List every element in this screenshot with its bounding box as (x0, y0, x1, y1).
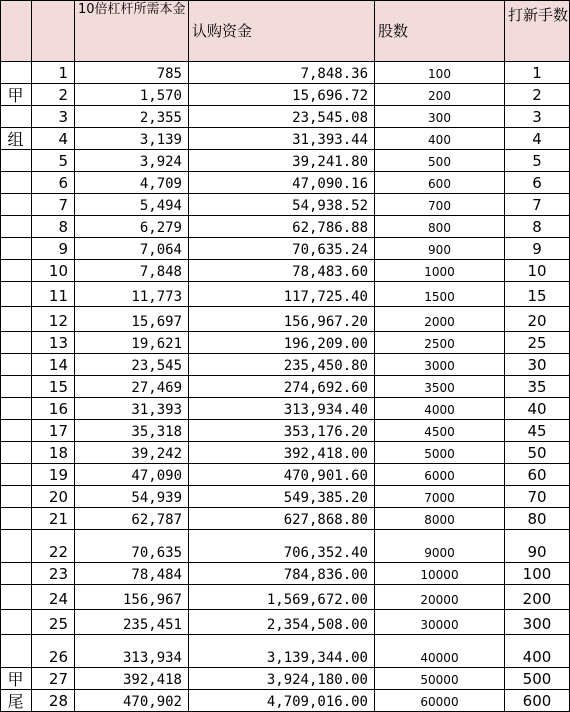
group-cell (0, 216, 32, 238)
row-index: 21 (32, 508, 75, 530)
principal-cell: 1,570 (75, 84, 189, 106)
row-index: 26 (32, 635, 75, 668)
header-lots: 打新手数 (505, 0, 570, 62)
row-index: 18 (32, 442, 75, 464)
lots-cell: 25 (505, 332, 570, 354)
principal-cell: 15,697 (75, 307, 189, 332)
row-index: 15 (32, 376, 75, 398)
shares-cell: 500 (375, 150, 505, 172)
principal-cell: 70,635 (75, 530, 189, 563)
row-index: 16 (32, 398, 75, 420)
principal-cell: 4,709 (75, 172, 189, 194)
principal-cell: 470,902 (75, 690, 189, 712)
lots-cell: 300 (505, 610, 570, 635)
shares-cell: 9000 (375, 530, 505, 563)
shares-cell: 800 (375, 216, 505, 238)
lots-cell: 35 (505, 376, 570, 398)
header-shares: 股数 (375, 0, 505, 62)
lots-cell: 9 (505, 238, 570, 260)
principal-cell: 47,090 (75, 464, 189, 486)
subscription-cell: 706,352.40 (189, 530, 375, 563)
group-label: 甲 (0, 84, 32, 106)
shares-cell: 20000 (375, 585, 505, 610)
lots-cell: 3 (505, 106, 570, 128)
shares-cell: 8000 (375, 508, 505, 530)
subscription-cell: 15,696.72 (189, 84, 375, 106)
subscription-cell: 3,924,180.00 (189, 668, 375, 690)
principal-cell: 27,469 (75, 376, 189, 398)
group-cell (0, 238, 32, 260)
lots-cell: 2 (505, 84, 570, 106)
shares-cell: 5000 (375, 442, 505, 464)
lots-cell: 70 (505, 486, 570, 508)
subscription-cell: 7,848.36 (189, 62, 375, 84)
shares-cell: 1500 (375, 282, 505, 307)
lots-cell: 60 (505, 464, 570, 486)
group-cell (0, 442, 32, 464)
group-cell (0, 260, 32, 282)
subscription-cell: 470,901.60 (189, 464, 375, 486)
lots-cell: 30 (505, 354, 570, 376)
group-cell (0, 563, 32, 585)
lots-cell: 40 (505, 398, 570, 420)
principal-cell: 54,939 (75, 486, 189, 508)
row-index: 7 (32, 194, 75, 216)
principal-cell: 31,393 (75, 398, 189, 420)
lots-cell: 600 (505, 690, 570, 712)
group-cell (0, 282, 32, 307)
shares-cell: 50000 (375, 668, 505, 690)
group-label: 甲 (0, 668, 32, 690)
lots-cell: 6 (505, 172, 570, 194)
group-cell (0, 486, 32, 508)
group-cell (0, 150, 32, 172)
principal-cell: 7,848 (75, 260, 189, 282)
row-index: 9 (32, 238, 75, 260)
header-group (0, 0, 32, 62)
subscription-cell: 54,938.52 (189, 194, 375, 216)
principal-cell: 313,934 (75, 635, 189, 668)
lots-cell: 10 (505, 260, 570, 282)
shares-cell: 600 (375, 172, 505, 194)
subscription-cell: 4,709,016.00 (189, 690, 375, 712)
principal-cell: 5,494 (75, 194, 189, 216)
principal-cell: 392,418 (75, 668, 189, 690)
group-label: 尾 (0, 690, 32, 712)
row-index: 13 (32, 332, 75, 354)
subscription-cell: 70,635.24 (189, 238, 375, 260)
subscription-cell: 549,385.20 (189, 486, 375, 508)
header-subscription: 认购资金 (189, 0, 375, 62)
row-index: 27 (32, 668, 75, 690)
group-cell (0, 530, 32, 563)
subscription-cell: 235,450.80 (189, 354, 375, 376)
lots-cell: 8 (505, 216, 570, 238)
principal-cell: 62,787 (75, 508, 189, 530)
shares-cell: 10000 (375, 563, 505, 585)
row-index: 12 (32, 307, 75, 332)
subscription-cell: 78,483.60 (189, 260, 375, 282)
lots-cell: 50 (505, 442, 570, 464)
principal-cell: 7,064 (75, 238, 189, 260)
group-cell (0, 585, 32, 610)
subscription-cell: 627,868.80 (189, 508, 375, 530)
shares-cell: 30000 (375, 610, 505, 635)
shares-cell: 900 (375, 238, 505, 260)
shares-cell: 400 (375, 128, 505, 150)
subscription-cell: 31,393.44 (189, 128, 375, 150)
principal-cell: 19,621 (75, 332, 189, 354)
header-principal: 10倍杠杆所需本金 (75, 0, 189, 62)
shares-cell: 1000 (375, 260, 505, 282)
shares-cell: 60000 (375, 690, 505, 712)
lots-cell: 200 (505, 585, 570, 610)
shares-cell: 700 (375, 194, 505, 216)
shares-cell: 3500 (375, 376, 505, 398)
principal-cell: 2,355 (75, 106, 189, 128)
subscription-cell: 3,139,344.00 (189, 635, 375, 668)
row-index: 19 (32, 464, 75, 486)
subscription-cell: 39,241.80 (189, 150, 375, 172)
group-cell (0, 106, 32, 128)
lots-cell: 4 (505, 128, 570, 150)
shares-cell: 100 (375, 62, 505, 84)
group-cell (0, 62, 32, 84)
shares-cell: 40000 (375, 635, 505, 668)
principal-cell: 23,545 (75, 354, 189, 376)
group-cell (0, 194, 32, 216)
subscription-cell: 1,569,672.00 (189, 585, 375, 610)
group-cell (0, 172, 32, 194)
group-cell (0, 635, 32, 668)
shares-cell: 2000 (375, 307, 505, 332)
lots-cell: 20 (505, 307, 570, 332)
lots-cell: 90 (505, 530, 570, 563)
principal-cell: 235,451 (75, 610, 189, 635)
shares-cell: 4500 (375, 420, 505, 442)
group-cell (0, 354, 32, 376)
group-cell (0, 398, 32, 420)
group-cell (0, 307, 32, 332)
lots-cell: 80 (505, 508, 570, 530)
header-index (32, 0, 75, 62)
group-cell (0, 376, 32, 398)
shares-cell: 2500 (375, 332, 505, 354)
group-cell (0, 332, 32, 354)
row-index: 20 (32, 486, 75, 508)
lots-cell: 5 (505, 150, 570, 172)
subscription-cell: 156,967.20 (189, 307, 375, 332)
row-index: 2 (32, 84, 75, 106)
row-index: 10 (32, 260, 75, 282)
subscription-cell: 392,418.00 (189, 442, 375, 464)
row-index: 8 (32, 216, 75, 238)
group-cell (0, 420, 32, 442)
principal-cell: 785 (75, 62, 189, 84)
lots-cell: 1 (505, 62, 570, 84)
principal-cell: 78,484 (75, 563, 189, 585)
lots-cell: 15 (505, 282, 570, 307)
principal-cell: 156,967 (75, 585, 189, 610)
group-label: 组 (0, 128, 32, 150)
row-index: 1 (32, 62, 75, 84)
shares-cell: 200 (375, 84, 505, 106)
row-index: 3 (32, 106, 75, 128)
row-index: 11 (32, 282, 75, 307)
group-cell (0, 610, 32, 635)
row-index: 25 (32, 610, 75, 635)
row-index: 5 (32, 150, 75, 172)
subscription-cell: 62,786.88 (189, 216, 375, 238)
subscription-cell: 196,209.00 (189, 332, 375, 354)
principal-cell: 39,242 (75, 442, 189, 464)
principal-cell: 3,924 (75, 150, 189, 172)
lots-cell: 400 (505, 635, 570, 668)
row-index: 17 (32, 420, 75, 442)
row-index: 6 (32, 172, 75, 194)
lots-cell: 500 (505, 668, 570, 690)
subscription-cell: 313,934.40 (189, 398, 375, 420)
shares-cell: 7000 (375, 486, 505, 508)
principal-cell: 3,139 (75, 128, 189, 150)
shares-cell: 6000 (375, 464, 505, 486)
subscription-cell: 117,725.40 (189, 282, 375, 307)
shares-cell: 300 (375, 106, 505, 128)
subscription-cell: 2,354,508.00 (189, 610, 375, 635)
row-index: 23 (32, 563, 75, 585)
subscription-cell: 784,836.00 (189, 563, 375, 585)
row-index: 24 (32, 585, 75, 610)
subscription-cell: 23,545.08 (189, 106, 375, 128)
principal-cell: 6,279 (75, 216, 189, 238)
subscription-cell: 47,090.16 (189, 172, 375, 194)
lots-cell: 7 (505, 194, 570, 216)
group-cell (0, 464, 32, 486)
lots-cell: 100 (505, 563, 570, 585)
row-index: 28 (32, 690, 75, 712)
group-cell (0, 508, 32, 530)
principal-cell: 11,773 (75, 282, 189, 307)
row-index: 22 (32, 530, 75, 563)
subscription-cell: 274,692.60 (189, 376, 375, 398)
shares-cell: 3000 (375, 354, 505, 376)
subscription-cell: 353,176.20 (189, 420, 375, 442)
shares-cell: 4000 (375, 398, 505, 420)
lots-cell: 45 (505, 420, 570, 442)
row-index: 4 (32, 128, 75, 150)
row-index: 14 (32, 354, 75, 376)
principal-cell: 35,318 (75, 420, 189, 442)
